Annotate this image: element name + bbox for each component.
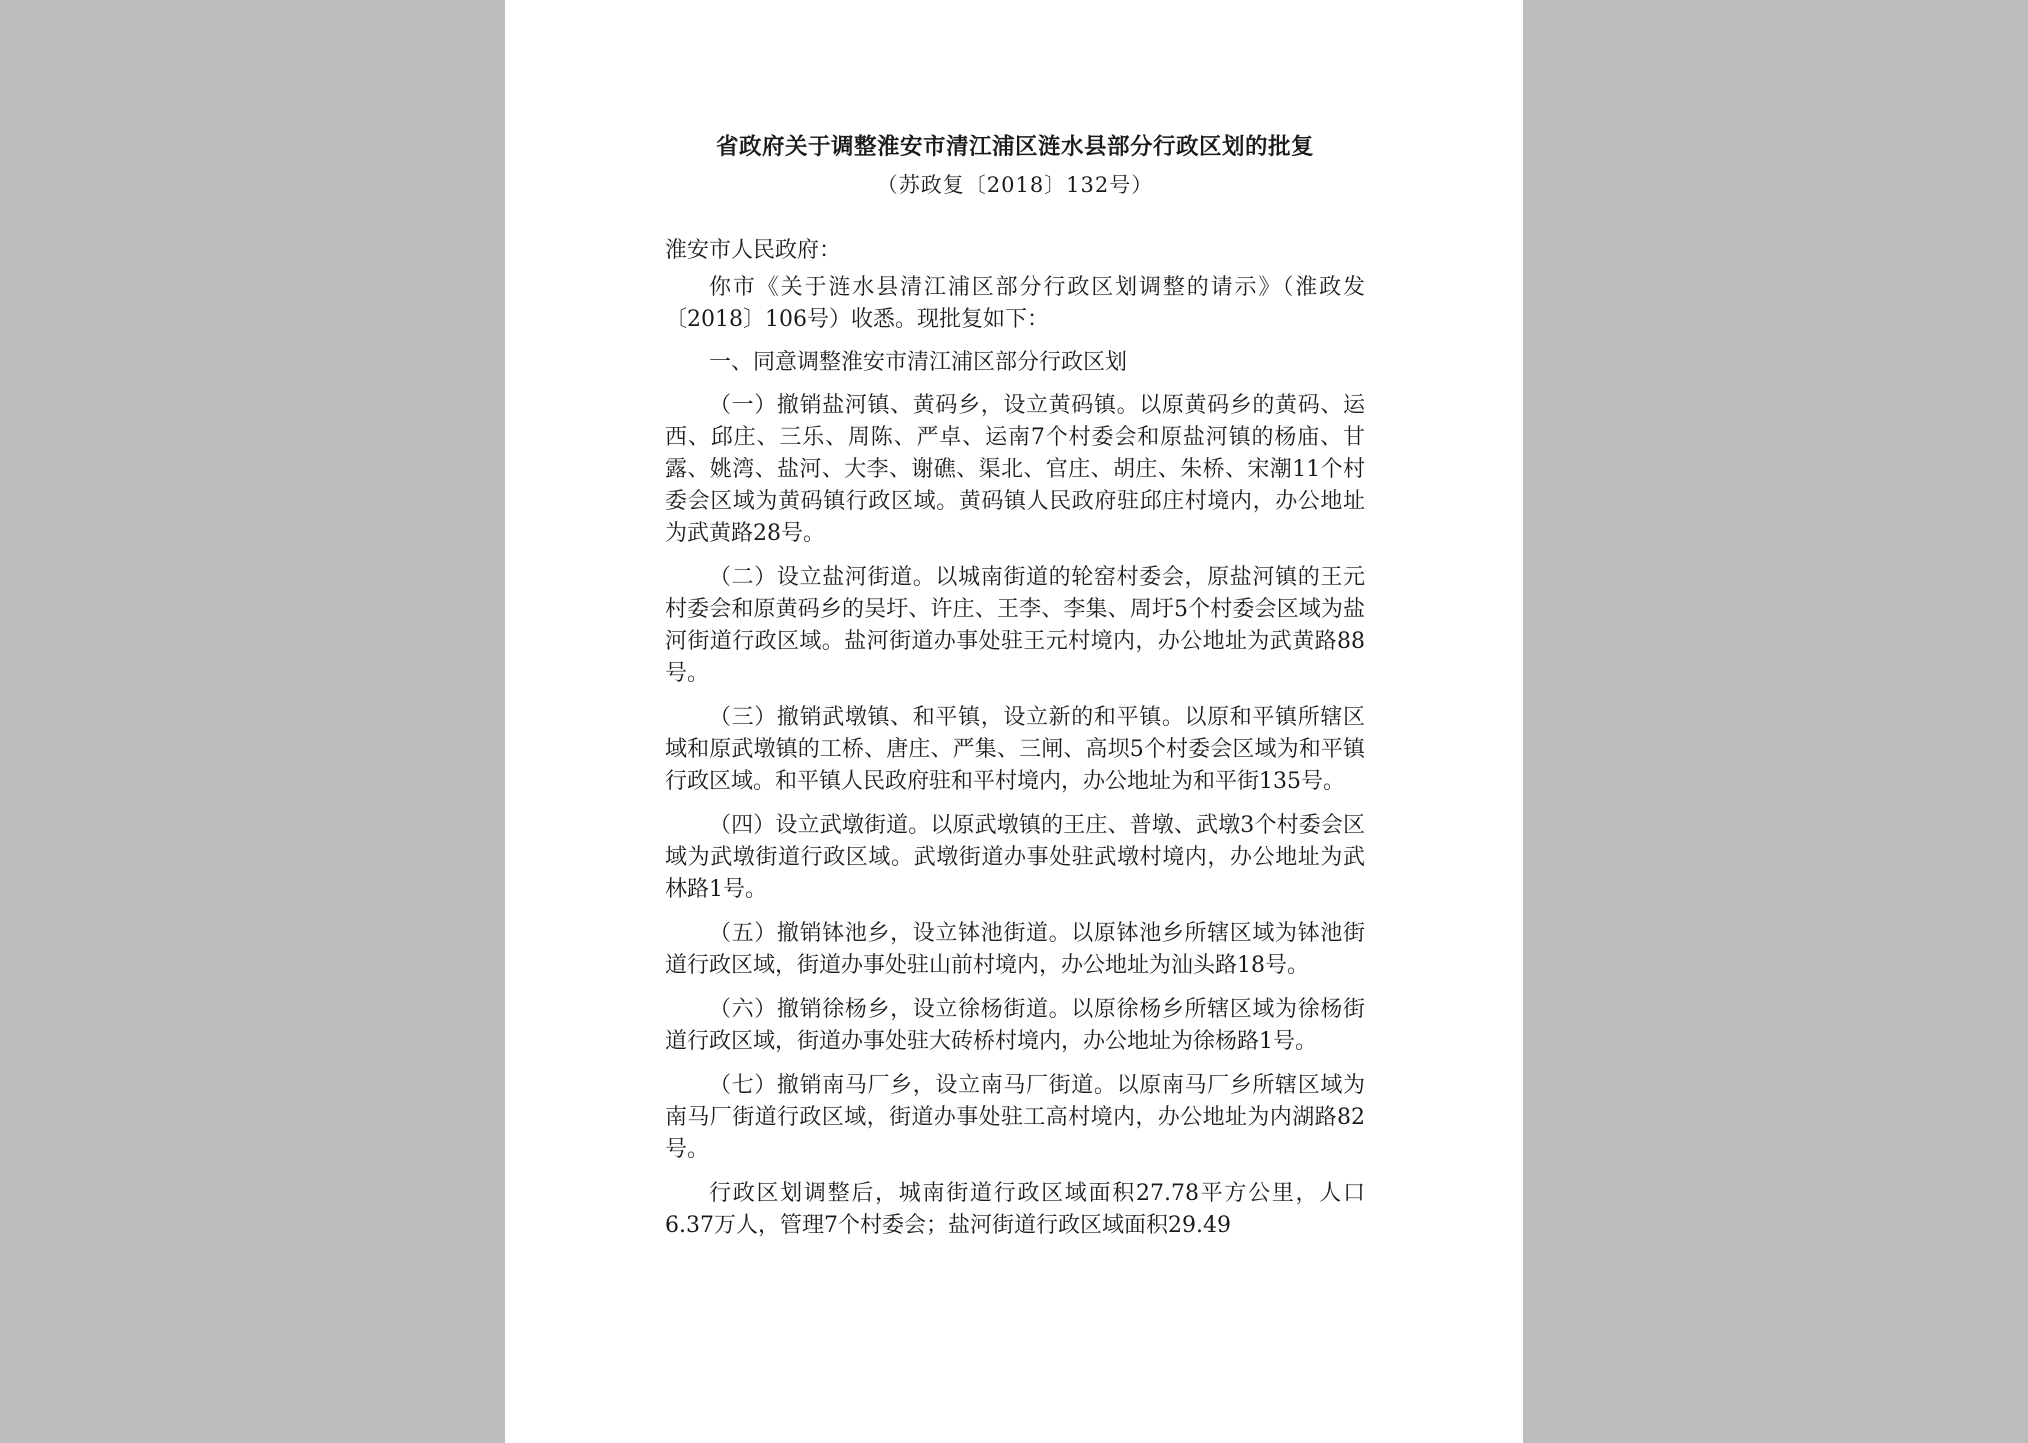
clause-4: （四）设立武墩街道。以原武墩镇的王庄、普墩、武墩3个村委会区域为武墩街道行政区域。武墩街道办事处驻武墩村境内，办公地址为武林路1号。 — [665, 813, 1365, 902]
clause-3: （三）撤销武墩镇、和平镇，设立新的和平镇。以原和平镇所辖区域和原武墩镇的工桥、唐庄、严集、三闸、高坝5个村委会区域为和平镇行政区域。和平镇人民政府驻和平村境内，办公地址为和平街135号。 — [665, 705, 1365, 794]
intro-paragraph: 你市《关于涟水县清江浦区部分行政区划调整的请示》（淮政发〔2018〕106号）收悉。现批复如下： — [665, 275, 1365, 332]
clause-5: （五）撤销钵池乡，设立钵池街道。以原钵池乡所辖区域为钵池街道行政区域，街道办事处驻山前村境内，办公地址为汕头路18号。 — [665, 921, 1365, 978]
section-heading: 一、同意调整淮安市清江浦区部分行政区划 — [709, 350, 1128, 375]
clause-2: （二）设立盐河街道。以城南街道的轮窑村委会，原盐河镇的王元村委会和原黄码乡的吴圩、许庄、王李、李集、周圩5个村委会区域为盐河街道行政区域。盐河街道办事处驻王元村境内，办公地址为武黄路88号。 — [665, 565, 1365, 686]
document-page — [505, 0, 1523, 1443]
clause-1: （一）撤销盐河镇、黄码乡，设立黄码镇。以原黄码乡的黄码、运西、邱庄、三乐、周陈、严卓、运南7个村委会和原盐河镇的杨庙、甘露、姚湾、盐河、大李、谢礁、渠北、官庄、胡庄、朱桥、宋潮11个村委会区域为黄码镇行政区域。黄码镇人民政府驻邱庄村境内，办公地址为武黄路28号。 — [665, 393, 1365, 546]
clause-6: （六）撤销徐杨乡，设立徐杨街道。以原徐杨乡所辖区域为徐杨街道行政区域，街道办事处驻大砖桥村境内，办公地址为徐杨路1号。 — [665, 997, 1365, 1054]
clause-7: （七）撤销南马厂乡，设立南马厂街道。以原南马厂乡所辖区域为南马厂街道行政区域，街道办事处驻工高村境内，办公地址为内湖路82号。 — [665, 1073, 1365, 1162]
closing-paragraph: 行政区划调整后，城南街道行政区域面积27.78平方公里，人口6.37万人，管理7个村委会；盐河街道行政区域面积29.49 — [665, 1181, 1365, 1238]
document-body — [665, 128, 1365, 1256]
document-title: 省政府关于调整淮安市清江浦区涟水县部分行政区划的批复 — [715, 134, 1314, 160]
document-number: （苏政复〔2018〕132号） — [876, 173, 1154, 197]
salutation: 淮安市人民政府： — [665, 238, 842, 263]
